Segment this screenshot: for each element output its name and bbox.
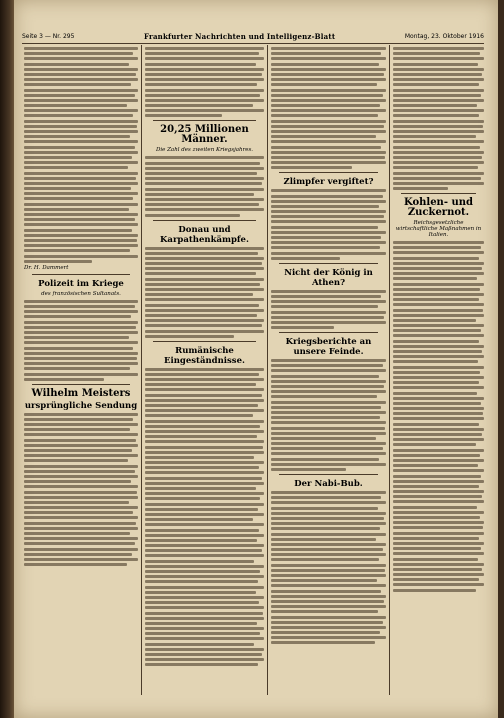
page-header bbox=[22, 30, 484, 42]
article-separator bbox=[153, 220, 256, 221]
article-heading: Wilhelm Meisters bbox=[31, 387, 131, 399]
article-separator bbox=[279, 172, 378, 173]
text-block bbox=[24, 300, 138, 381]
article-separator bbox=[279, 263, 378, 264]
text-block bbox=[24, 413, 138, 566]
text-block bbox=[271, 189, 386, 259]
article-separator bbox=[279, 332, 378, 333]
column-divider bbox=[389, 45, 390, 695]
header-date: Montag, 23. Oktober 1916 bbox=[404, 32, 484, 40]
header-rule bbox=[22, 43, 484, 44]
article-heading: 20,25 Millionen Männer. bbox=[160, 124, 249, 146]
article-heading: Zlimpfer vergiftet? bbox=[283, 177, 374, 188]
column-2 bbox=[145, 47, 264, 697]
text-block bbox=[271, 359, 386, 471]
article-subheading: Reichsgesetzliche wirtschaftliche Maßnahmen in Italien. bbox=[395, 220, 482, 239]
text-block bbox=[145, 368, 264, 667]
text-block bbox=[393, 241, 484, 592]
article-separator bbox=[32, 384, 130, 385]
article-separator bbox=[279, 474, 378, 475]
text-block bbox=[271, 290, 386, 329]
article-heading-line2: ursprüngliche Sendung bbox=[24, 400, 138, 411]
article-separator bbox=[32, 274, 130, 275]
text-block bbox=[145, 156, 264, 216]
article-heading: Kriegsberichte an unsere Feinde. bbox=[285, 337, 372, 358]
text-block bbox=[393, 47, 484, 190]
column-divider bbox=[141, 45, 142, 695]
column-3 bbox=[271, 47, 386, 697]
article-heading: Rumänische Eingeständnisse. bbox=[164, 345, 245, 366]
column-divider bbox=[267, 45, 268, 695]
article-separator bbox=[153, 120, 256, 121]
article-heading: Nicht der König in Athen? bbox=[284, 267, 373, 288]
article-heading: Kohlen- und Zuckernot. bbox=[403, 197, 473, 219]
article-separator bbox=[401, 193, 476, 194]
article-author: Dr. H. Dammert bbox=[24, 264, 69, 271]
article-heading: Polizeit im Kriege bbox=[38, 278, 124, 289]
article-heading: Der Nabi-Bub. bbox=[294, 479, 363, 489]
book-binding bbox=[0, 0, 14, 718]
text-block bbox=[24, 47, 138, 263]
article-separator bbox=[153, 341, 256, 342]
text-block bbox=[271, 47, 386, 169]
header-paper-title: Frankfurter Nachrichten und Intelligenz-Blatt bbox=[144, 31, 336, 41]
article-subheading: Die Zahl des zweiten Kriegsjahres. bbox=[155, 147, 254, 154]
column-4 bbox=[393, 47, 484, 697]
article-heading: Donau und Karpathenkämpfe. bbox=[160, 224, 249, 245]
article-subheading: des französischen Sultanats. bbox=[41, 290, 121, 297]
text-block bbox=[145, 47, 264, 117]
text-block bbox=[271, 491, 386, 644]
column-1 bbox=[24, 47, 138, 697]
text-block bbox=[145, 247, 264, 338]
header-page-number: Seite 3 — Nr. 295 bbox=[22, 32, 75, 40]
